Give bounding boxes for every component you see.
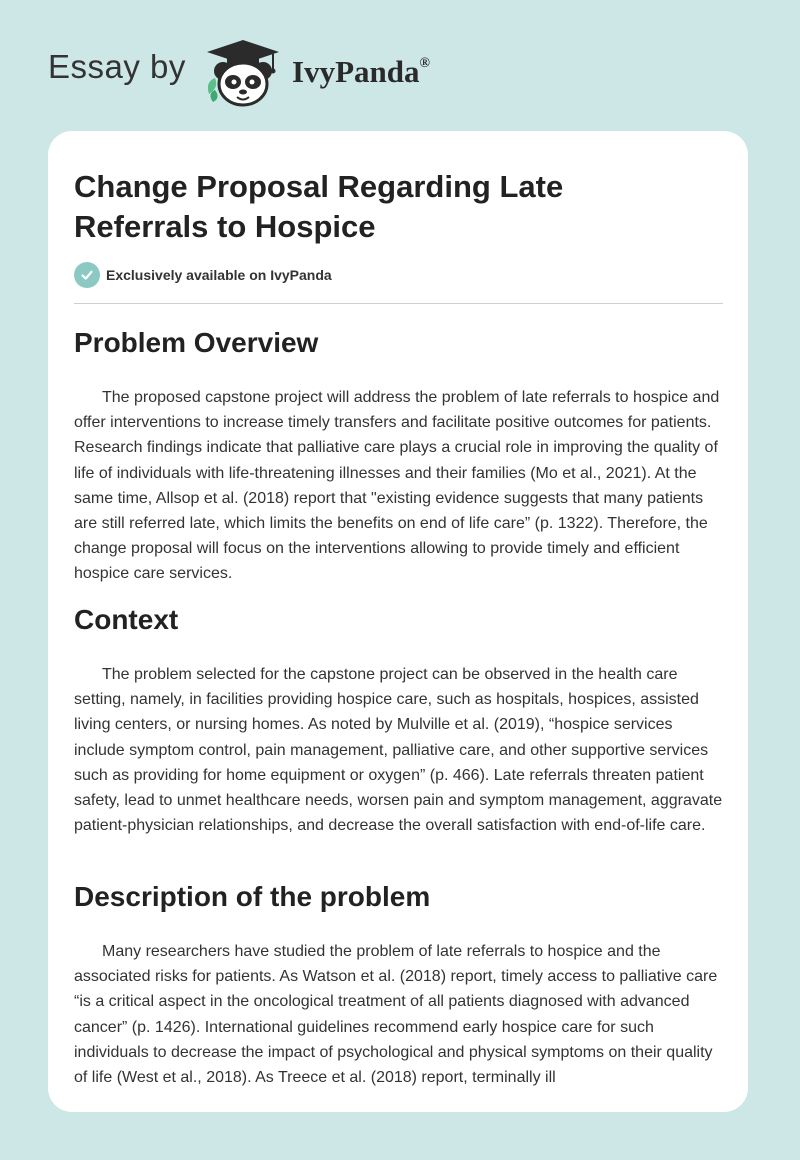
site-header <box>0 0 800 130</box>
brand-name[interactable] <box>292 54 430 90</box>
panda-graduate-logo-icon[interactable] <box>203 38 283 108</box>
section-paragraph: The problem selected for the capstone project can be observed in the health care setting, namely, in facilities providing hospice care, such as hospitals, hospices, assisted living centers, or nursing homes. As noted by Mulville et al. (2019), “hospice services include symptom control, pain management, palliative care, and other supportive services such as providing for home equipment or oxygen” (p. 466). Late referrals threaten patient safety, lead to unmet healthcare needs, worsen pain and symptom management, aggravate patient-physician relationships, and decrease the overall satisfaction with end-of-life care. <box>74 666 723 835</box>
exclusive-badge <box>74 262 332 288</box>
article-title: Change Proposal Regarding Late Referrals to Hospice <box>74 169 564 244</box>
title-divider <box>74 303 723 304</box>
section-paragraph: Many researchers have studied the problem of late referrals to hospice and the associated risks for patients. As Watson et al. (2018) report, timely access to palliative care “is a critical aspect in the oncological treatment of all patients diagnosed with advanced cancer” (p. 1426). International guidelines recommend early hospice care for such individuals to decrease the impact of psychological and physical symptoms on their quality of life (West et al., 2018). As Treece et al. (2018) report, terminally ill <box>74 943 718 1087</box>
section-heading: Context <box>74 604 179 635</box>
essay-by-label: Essay by <box>48 48 186 85</box>
exclusive-label: Exclusively available on IvyPanda <box>106 267 332 283</box>
registered-mark: ® <box>419 55 430 71</box>
section-heading: Description of the problem <box>74 881 431 912</box>
section-paragraph: The proposed capstone project will address the problem of late referrals to hospice and offer interventions to increase timely transfers and facilitate positive outcomes for patients. Research findings indicate that palliative care plays a crucial role in improving the quality of life of individuals with life-threatening illnesses and their families (Mo et al., 2021). At the same time, Allsop et al. (2018) report that "existing evidence suggests that many patients are still referred late, which limits the benefits on end of life care” (p. 1322). Therefore, the change proposal will focus on the interventions allowing to provide timely and efficient hospice care services. <box>74 389 720 583</box>
check-circle-icon <box>74 262 100 288</box>
article-card <box>48 131 748 1112</box>
section-heading: Problem Overview <box>74 327 319 358</box>
brand-text: IvyPanda <box>292 54 420 89</box>
